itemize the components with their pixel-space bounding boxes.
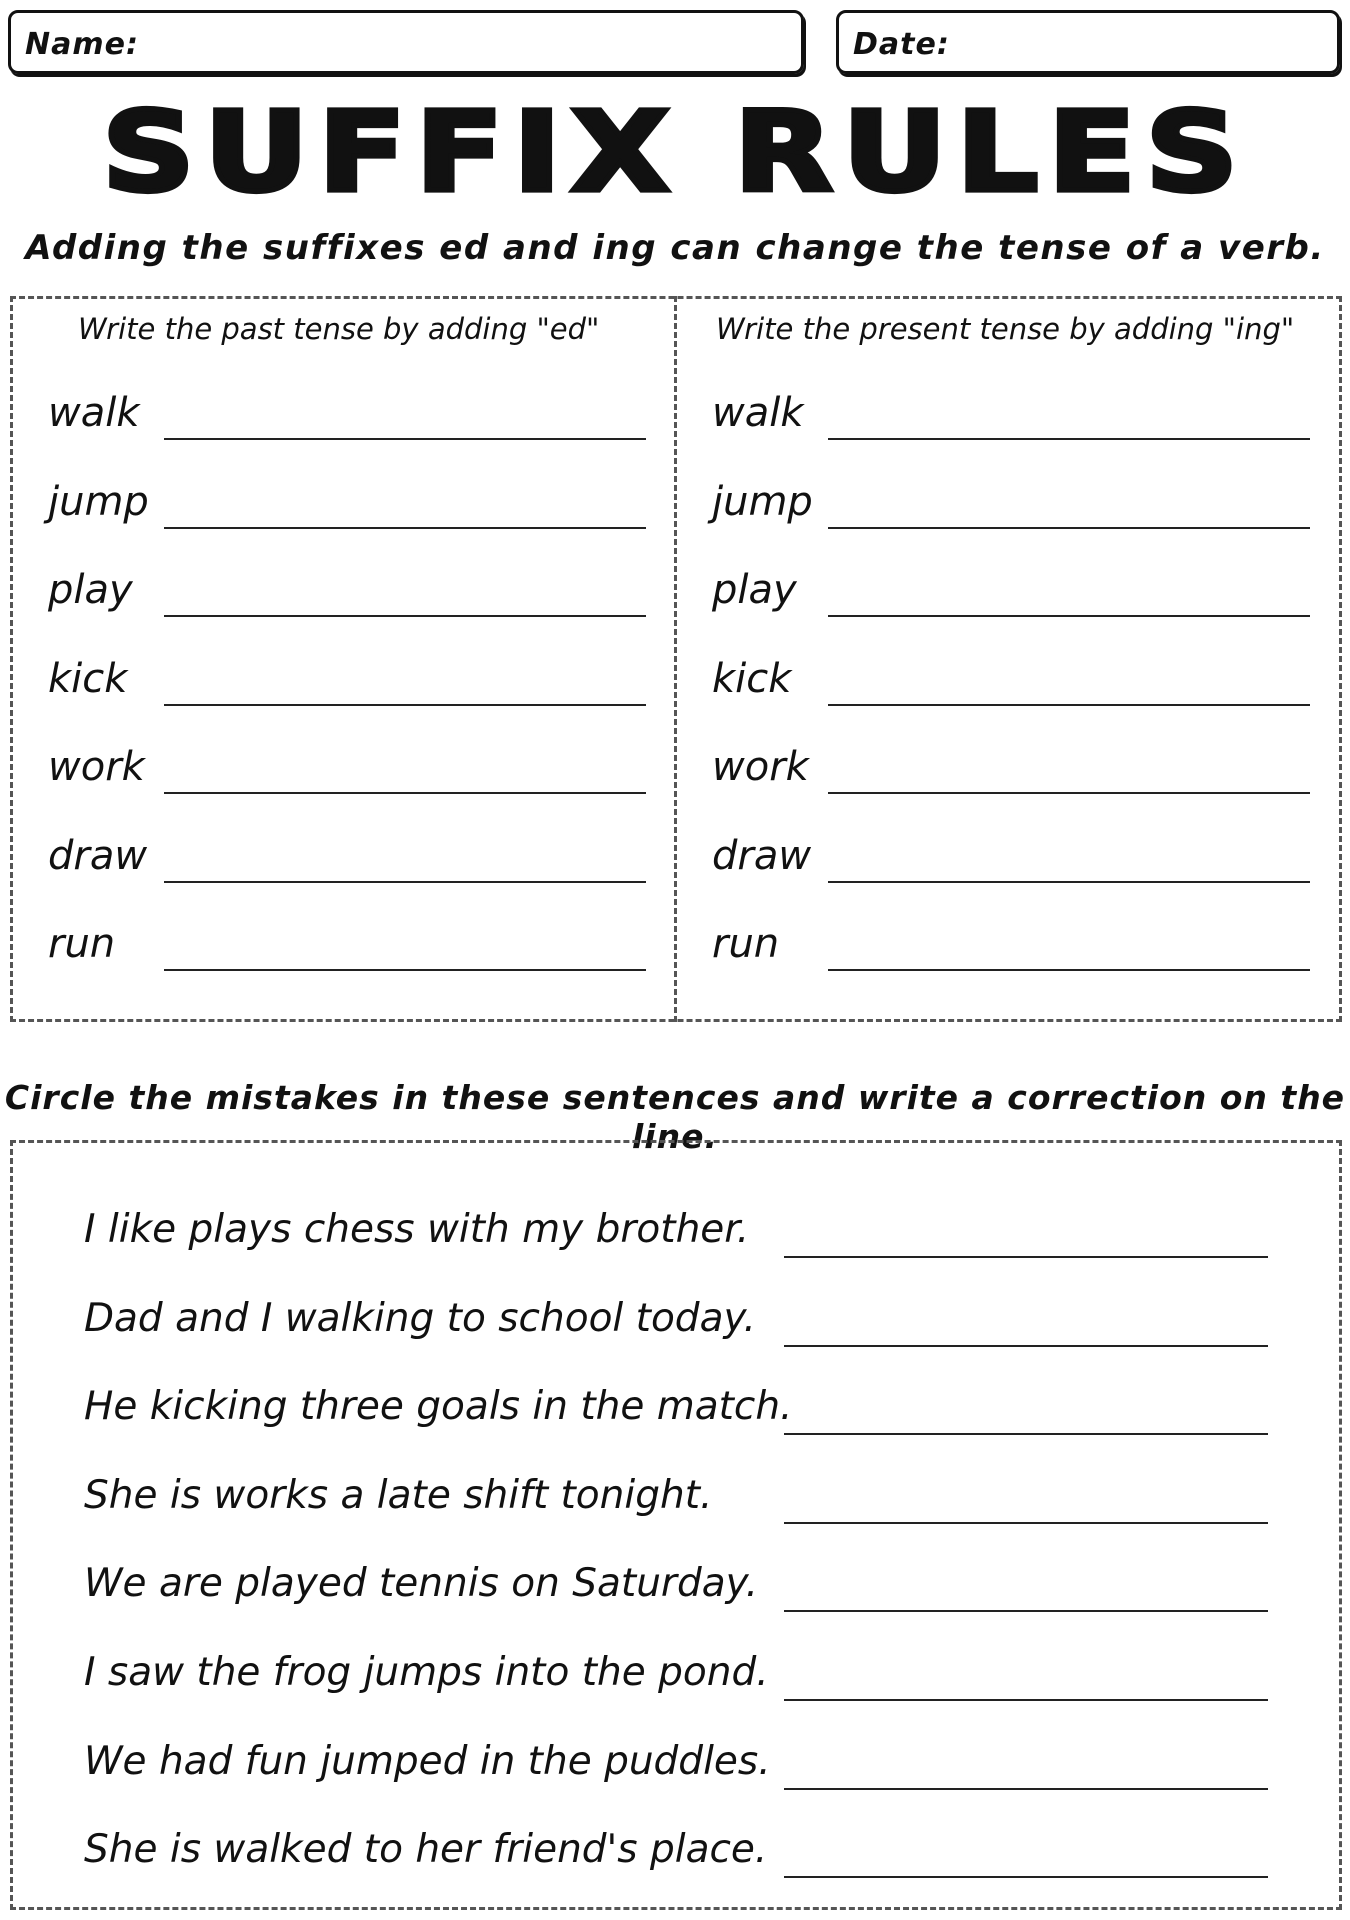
verb-word: kick <box>48 655 128 702</box>
verb-word: work <box>48 744 145 790</box>
past-verb-row <box>48 650 658 710</box>
present-answer-line[interactable] <box>828 615 1310 617</box>
past-tense-header: Write the past tense by adding "ed" <box>78 312 600 346</box>
past-answer-line[interactable] <box>164 527 646 529</box>
past-answer-line[interactable] <box>164 615 646 617</box>
name-label: Name: <box>25 27 139 62</box>
date-label: Date: <box>853 27 950 62</box>
name-field[interactable] <box>8 10 804 74</box>
past-verb-row <box>48 738 658 798</box>
sentence-text: I saw the frog jumps into the pond. <box>84 1650 769 1695</box>
correction-line[interactable] <box>784 1788 1268 1790</box>
sentence-text: Dad and I walking to school today. <box>84 1295 756 1341</box>
past-answer-line[interactable] <box>164 881 646 883</box>
present-verb-row <box>712 650 1322 710</box>
verb-word: draw <box>712 832 812 879</box>
correction-line[interactable] <box>784 1345 1268 1347</box>
present-verb-row <box>712 561 1322 621</box>
past-verb-row <box>48 827 658 887</box>
page-title: SUFFIX RULES <box>102 88 1248 217</box>
correction-line[interactable] <box>784 1699 1268 1701</box>
correction-line[interactable] <box>784 1610 1268 1612</box>
past-verb-row <box>48 915 658 975</box>
sentence-row <box>84 1724 1264 1794</box>
present-answer-line[interactable] <box>828 527 1310 529</box>
present-answer-line[interactable] <box>828 704 1310 706</box>
past-answer-line[interactable] <box>164 792 646 794</box>
verb-word: run <box>48 921 116 967</box>
verb-word: jump <box>48 478 149 525</box>
date-field[interactable] <box>836 10 1340 74</box>
present-answer-line[interactable] <box>828 792 1310 794</box>
present-verb-row <box>712 384 1322 444</box>
sentence-text: He kicking three goals in the match. <box>84 1384 793 1430</box>
verb-word: work <box>712 744 809 790</box>
present-tense-header: Write the present tense by adding "ing" <box>716 312 1295 346</box>
sentence-row <box>84 1458 1264 1528</box>
sentence-row <box>84 1635 1264 1705</box>
verb-word: walk <box>712 390 804 436</box>
verb-word: jump <box>712 478 813 525</box>
past-answer-line[interactable] <box>164 438 646 440</box>
present-verb-row <box>712 473 1322 533</box>
past-verb-row <box>48 384 658 444</box>
verb-word: play <box>48 567 133 613</box>
sentence-row <box>84 1192 1264 1262</box>
past-verb-row <box>48 561 658 621</box>
past-answer-line[interactable] <box>164 969 646 971</box>
past-verb-row <box>48 473 658 533</box>
sentence-row <box>84 1369 1264 1439</box>
present-verb-row <box>712 738 1322 798</box>
past-answer-line[interactable] <box>164 704 646 706</box>
verb-word: draw <box>48 832 148 879</box>
correction-line[interactable] <box>784 1256 1268 1258</box>
sentence-row <box>84 1281 1264 1351</box>
correction-line[interactable] <box>784 1522 1268 1524</box>
verb-word: kick <box>712 655 792 702</box>
sentence-text: She is walked to her friend's place. <box>84 1827 768 1873</box>
correction-line[interactable] <box>784 1433 1268 1435</box>
present-answer-line[interactable] <box>828 881 1310 883</box>
verb-word: run <box>712 921 780 967</box>
present-answer-line[interactable] <box>828 438 1310 440</box>
sentence-row <box>84 1546 1264 1616</box>
verb-word: walk <box>48 390 140 436</box>
sentence-text: We had fun jumped in the puddles. <box>84 1738 771 1784</box>
sentence-text: She is works a late shift tonight. <box>84 1472 713 1518</box>
section2-instruction: Circle the mistakes in these sentences and write a correction on the line. <box>4 1078 1346 1156</box>
present-verb-row <box>712 915 1322 975</box>
sentence-text: I like plays chess with my brother. <box>84 1207 750 1252</box>
present-answer-line[interactable] <box>828 969 1310 971</box>
sentence-text: We are played tennis on Saturday. <box>84 1561 759 1607</box>
verb-word: play <box>712 567 797 613</box>
page-subtitle: Adding the suffixes ed and ing can change the tense of a verb. <box>25 228 1325 268</box>
correction-line[interactable] <box>784 1876 1268 1878</box>
sentence-row <box>84 1812 1264 1882</box>
present-verb-row <box>712 827 1322 887</box>
column-divider <box>674 296 677 1022</box>
